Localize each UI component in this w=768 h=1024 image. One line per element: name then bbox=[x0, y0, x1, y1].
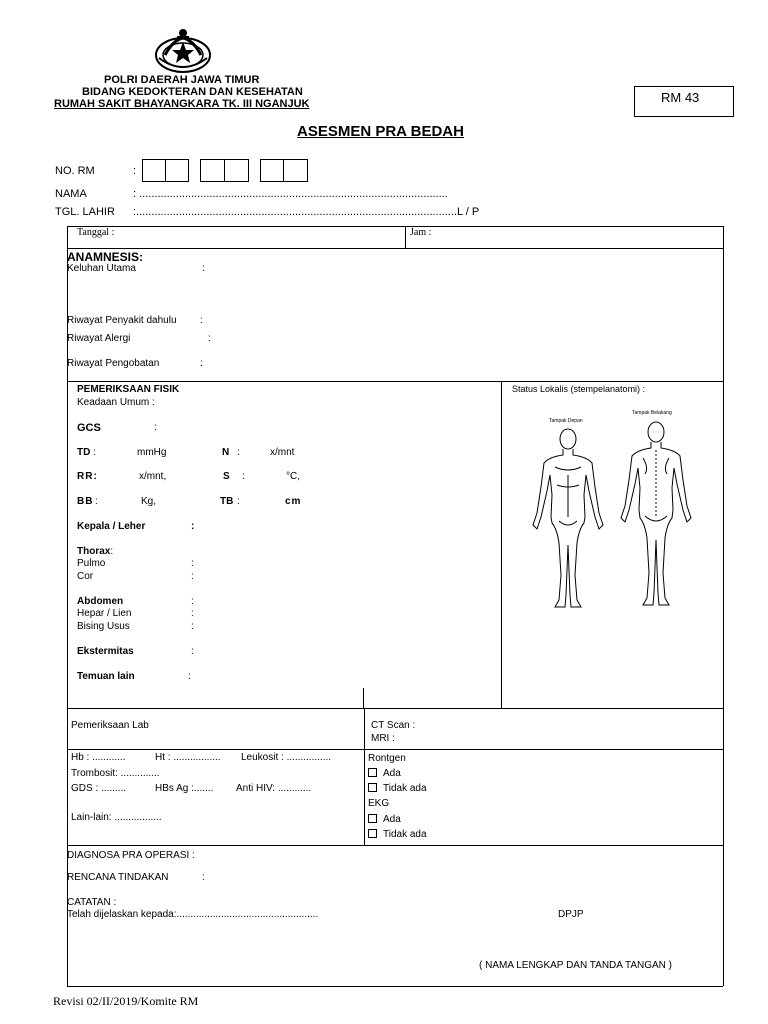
temuan-lain-label: Temuan lain bbox=[77, 671, 135, 682]
anamnesis-heading: ANAMNESIS: bbox=[67, 250, 144, 264]
status-lokalis-label: Status Lokalis (stempelanatomi) : bbox=[512, 384, 646, 394]
leukosit-field[interactable]: Leukosit : ................ bbox=[241, 752, 332, 763]
signature-label: ( NAMA LENGKAP DAN TANDA TANGAN ) bbox=[479, 960, 673, 971]
form-code: RM 43 bbox=[661, 90, 700, 105]
tanggal-jam-divider bbox=[405, 226, 406, 248]
pulmo-colon: : bbox=[191, 558, 194, 569]
n-unit: x/mnt bbox=[270, 447, 295, 458]
row-divider bbox=[67, 381, 723, 382]
keluhan-utama-label: Keluhan Utama bbox=[67, 263, 136, 274]
tampak-depan-label: Tampak Depan bbox=[549, 418, 583, 424]
no-rm-digit-box[interactable] bbox=[200, 159, 225, 182]
form-border-bottom bbox=[67, 986, 723, 987]
ct-scan-label: CT Scan : bbox=[371, 720, 416, 731]
thorax-label: Thorax: bbox=[77, 546, 114, 557]
gcs-colon: : bbox=[154, 422, 157, 433]
abdomen-colon: : bbox=[191, 596, 194, 607]
body-back-diagram bbox=[615, 418, 697, 608]
s-label: S bbox=[223, 471, 230, 482]
ekg-label: EKG bbox=[368, 798, 390, 809]
tanggal-label: Tanggal : bbox=[77, 227, 115, 238]
nama-field[interactable]: : ..................................................................................................... bbox=[133, 188, 448, 200]
riwayat-alergi-label: Riwayat Alergi bbox=[67, 333, 131, 344]
checkbox-icon[interactable] bbox=[368, 829, 377, 838]
trombosit-field[interactable]: Trombosit: .............. bbox=[71, 768, 160, 779]
bb-colon: : bbox=[95, 496, 98, 507]
header-line-3: RUMAH SAKIT BHAYANGKARA TK. III NGANJUK bbox=[54, 98, 310, 110]
tgl-lahir-label: TGL. LAHIR bbox=[55, 206, 115, 218]
no-rm-digit-box[interactable] bbox=[224, 159, 249, 182]
ekstermitas-colon: : bbox=[191, 646, 194, 657]
bising-usus-colon: : bbox=[191, 621, 194, 632]
td-colon: : bbox=[93, 447, 96, 458]
pemeriksaan-lab-heading: Pemeriksaan Lab bbox=[71, 720, 149, 731]
rencana-label: RENCANA TINDAKAN bbox=[67, 872, 169, 883]
hepar-lien-colon: : bbox=[191, 608, 194, 619]
hbsag-field[interactable]: HBs Ag :....... bbox=[155, 783, 214, 794]
bising-usus-label: Bising Usus bbox=[77, 621, 130, 632]
body-front-diagram bbox=[527, 425, 609, 610]
riwayat-pengobatan-label: Riwayat Pengobatan bbox=[67, 358, 160, 369]
riwayat-penyakit-colon: : bbox=[200, 315, 203, 326]
s-colon: : bbox=[242, 471, 245, 482]
pemeriksaan-fisik-heading: PEMERIKSAAN FISIK bbox=[77, 384, 180, 395]
s-unit: °C, bbox=[286, 471, 300, 482]
hepar-lien-label: Hepar / Lien bbox=[77, 608, 132, 619]
tampak-belakang-label: Tampak Belakang bbox=[632, 410, 672, 416]
lab-imaging-divider bbox=[364, 708, 365, 845]
pulmo-label: Pulmo bbox=[77, 558, 106, 569]
bb-label: BB bbox=[77, 496, 94, 507]
keadaan-umum-label: Keadaan Umum : bbox=[77, 397, 155, 408]
lain-lain-field[interactable]: Lain-lain: ................. bbox=[71, 812, 162, 823]
row-divider bbox=[67, 845, 723, 846]
ekg-ada-option[interactable]: Ada bbox=[368, 814, 401, 825]
checkbox-icon[interactable] bbox=[368, 768, 377, 777]
ekg-tidak-ada-option[interactable]: Tidak ada bbox=[368, 829, 427, 840]
no-rm-colon: : bbox=[133, 165, 137, 177]
rontgen-ada-option[interactable]: Ada bbox=[368, 768, 401, 779]
tb-unit: cm bbox=[285, 496, 302, 507]
riwayat-alergi-colon: : bbox=[208, 333, 211, 344]
riwayat-penyakit-label: Riwayat Penyakit dahulu bbox=[67, 315, 177, 326]
checkbox-icon[interactable] bbox=[368, 814, 377, 823]
no-rm-digit-box[interactable] bbox=[165, 159, 189, 182]
cor-colon: : bbox=[191, 571, 194, 582]
rr-unit: x/mnt, bbox=[139, 471, 167, 482]
keluhan-utama-colon: : bbox=[202, 263, 205, 274]
diagnosa-label: DIAGNOSA PRA OPERASI : bbox=[67, 850, 195, 861]
header-line-1: POLRI DAERAH JAWA TIMUR bbox=[104, 74, 260, 86]
kepala-leher-colon: : bbox=[191, 521, 195, 532]
tb-label: TB bbox=[220, 496, 234, 507]
page-title: ASESMEN PRA BEDAH bbox=[297, 123, 464, 140]
no-rm-digit-box[interactable] bbox=[260, 159, 284, 182]
tgl-lahir-field[interactable]: :.........................................................................................................L / P bbox=[133, 206, 480, 218]
gcs-label: GCS bbox=[77, 422, 101, 434]
rencana-colon: : bbox=[202, 872, 205, 883]
tb-colon: : bbox=[237, 496, 240, 507]
mri-label: MRI : bbox=[371, 733, 395, 744]
rontgen-label: Rontgen bbox=[368, 753, 406, 764]
header-line-2: BIDANG KEDOKTERAN DAN KESEHATAN bbox=[82, 86, 303, 98]
no-rm-digit-box[interactable] bbox=[283, 159, 308, 182]
row-divider bbox=[67, 708, 723, 709]
cor-label: Cor bbox=[77, 571, 94, 582]
nama-label: NAMA bbox=[55, 188, 87, 200]
td-label: TD bbox=[77, 447, 91, 458]
revision-footer: Revisi 02/II/2019/Komite RM bbox=[53, 994, 199, 1008]
rontgen-tidak-ada-option[interactable]: Tidak ada bbox=[368, 783, 427, 794]
n-colon: : bbox=[237, 447, 240, 458]
abdomen-label: Abdomen bbox=[77, 596, 124, 607]
checkbox-icon[interactable] bbox=[368, 783, 377, 792]
hb-field[interactable]: Hb : ............ bbox=[71, 752, 126, 763]
td-unit: mmHg bbox=[137, 447, 167, 458]
form-border-top bbox=[67, 226, 723, 227]
kepala-leher-label: Kepala / Leher bbox=[77, 521, 146, 532]
row-divider bbox=[67, 749, 723, 750]
no-rm-label: NO. RM bbox=[55, 165, 95, 177]
gds-field[interactable]: GDS : ......... bbox=[71, 783, 127, 794]
row-divider bbox=[67, 248, 723, 249]
catatan-label: CATATAN : bbox=[67, 897, 117, 908]
riwayat-pengobatan-colon: : bbox=[200, 358, 203, 369]
anti-hiv-field[interactable]: Anti HIV: ............ bbox=[236, 783, 312, 794]
n-label: N bbox=[222, 447, 230, 458]
police-emblem-icon bbox=[153, 28, 213, 74]
jam-label: Jam : bbox=[410, 227, 432, 238]
ekstermitas-label: Ekstermitas bbox=[77, 646, 134, 657]
dijelaskan-field[interactable]: Telah dijelaskan kepada:................................................... bbox=[67, 909, 319, 920]
small-divider bbox=[363, 688, 364, 708]
fisik-status-divider bbox=[501, 381, 502, 708]
bb-unit: Kg, bbox=[141, 496, 157, 507]
rr-label: RR: bbox=[77, 471, 98, 482]
no-rm-digit-box[interactable] bbox=[142, 159, 166, 182]
ht-field[interactable]: Ht : ................. bbox=[155, 752, 221, 763]
dpjp-label: DPJP bbox=[558, 909, 584, 920]
form-border-right bbox=[723, 226, 724, 986]
temuan-lain-colon: : bbox=[188, 671, 191, 682]
